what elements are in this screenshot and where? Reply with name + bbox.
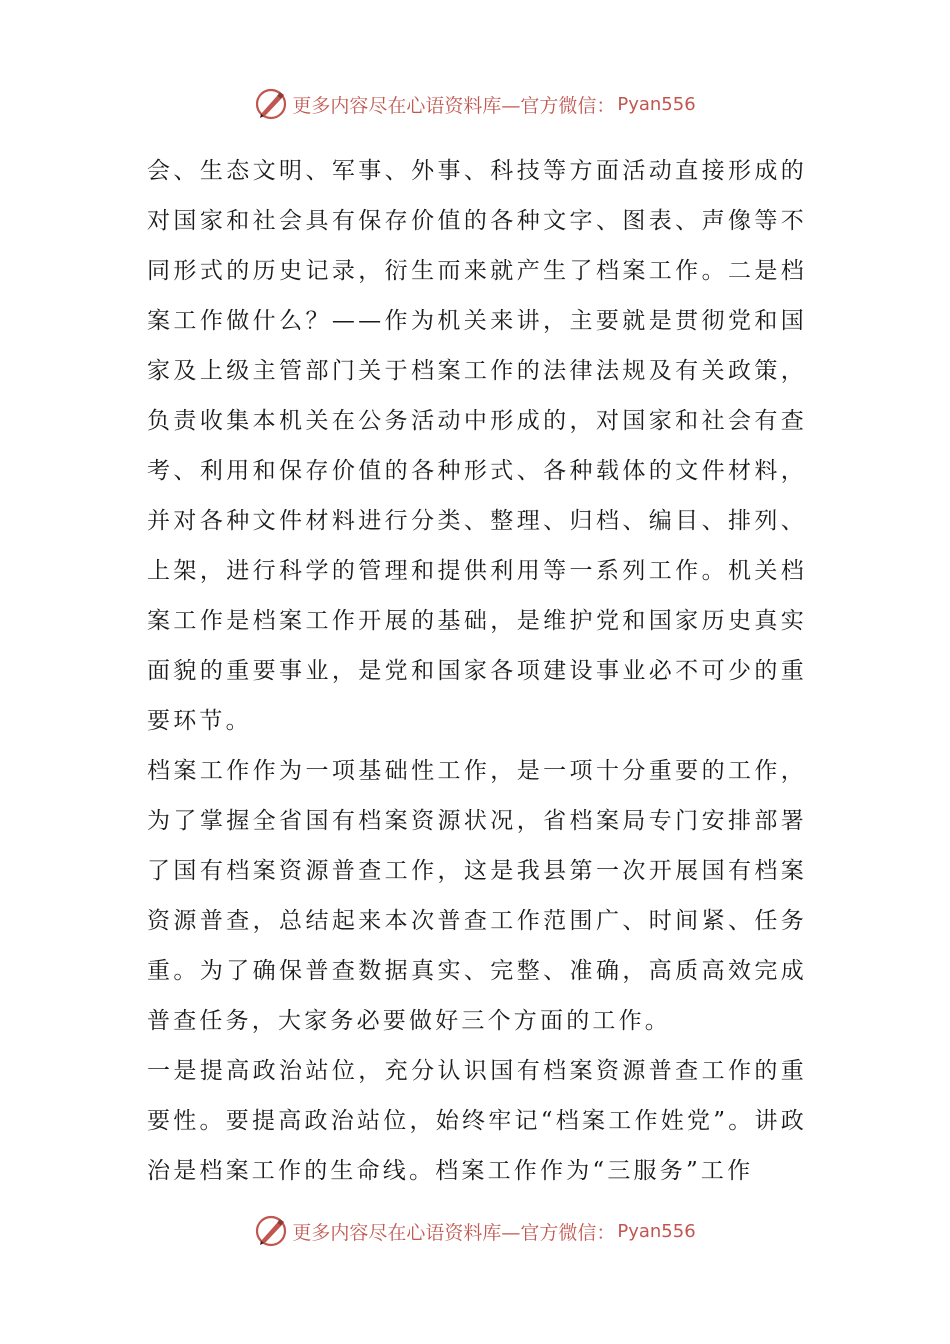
paragraph-1: 会、生态文明、军事、外事、科技等方面活动直接形成的对国家和社会具有保存价值的各种文字、图表、声像等不同形式的历史记录，衍生而来就产生了档案工作。二是档案工作做什么？——作为机关来讲，主要就是贯彻党和国家及上级主管部门关于档案工作的法律法规及有关政策，负责收集本机关在公务活动中形成的，对国家和社会有查考、利用和保存价值的各种形式、各种载体的文件材料，并对各种文件材料进行分类、整理、归档、编目、排列、上架，进行科学的管理和提供利用等一系列工作。机关档案工作是档案工作开展的基础，是维护党和国家历史真实面貌的重要事业，是党和国家各项建设事业必不可少的重要环节。 bbox=[147, 158, 807, 734]
watermark-wechat-id: Pyan556 bbox=[617, 93, 696, 115]
watermark-text: 更多内容尽在心语资料库—官方微信： bbox=[292, 1221, 616, 1244]
document-body bbox=[147, 146, 807, 1196]
paragraph-3: 一是提高政治站位，充分认识国有档案资源普查工作的重要性。要提高政治站位，始终牢记“档案工作姓党”。讲政治是档案工作的生命线。档案工作作为“三服务”工作 bbox=[147, 1058, 807, 1184]
pen-logo-icon bbox=[254, 1214, 288, 1248]
paragraph-2: 档案工作作为一项基础性工作，是一项十分重要的工作，为了掌握全省国有档案资源状况，省档案局专门安排部署了国有档案资源普查工作，这是我县第一次开展国有档案资源普查，总结起来本次普查工作范围广、时间紧、任务重。为了确保普查数据真实、完整、准确，高质高效完成普查任务，大家务必要做好三个方面的工作。 bbox=[147, 758, 807, 1034]
pen-logo-icon bbox=[254, 87, 288, 121]
footer-watermark bbox=[0, 1211, 950, 1251]
watermark-wechat-id: Pyan556 bbox=[617, 1220, 696, 1242]
header-watermark bbox=[0, 84, 950, 124]
watermark-text: 更多内容尽在心语资料库—官方微信： bbox=[292, 94, 616, 117]
